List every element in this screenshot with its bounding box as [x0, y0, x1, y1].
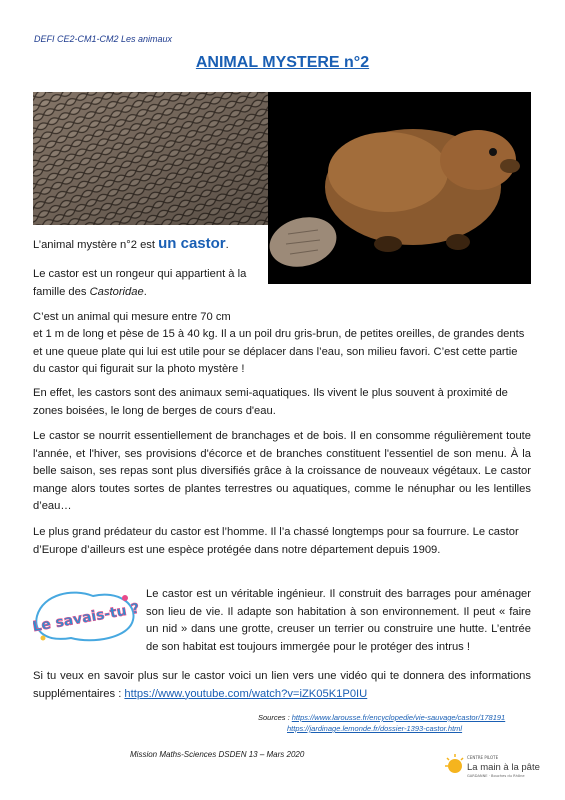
page-title: ANIMAL MYSTERE n°2: [195, 54, 370, 71]
diet-paragraph: Le castor se nourrit essentiellement de branchages et de bois. Il en consomme régulièrement toute l'année, et l'hiver, ses provisions d'écorce et de branches constituent l'essentiel de son menu. À la belle saison, ses repas sont plus diversifiés grâce à la croissance de nouveaux végétaux. Le castor mange alors toutes sortes de plantes terrestres ou aquatiques, comme le nénuphar ou les lentilles d’eau…: [33, 430, 531, 512]
beaver-photo: [268, 92, 531, 284]
engineer-paragraph: Le castor est un véritable ingénieur. Il construit des barrages pour aménager son lieu de vie. Il adapte son habitation à son environnement. Il peut « faire un nid » dans une grotte, creuser un terrier ou construire une hutte. L’entrée de son habitat est toujours immergée pour le protéger des intrus !: [146, 588, 531, 653]
size-paragraph: et 1 m de long et pèse de 15 à 40 kg. Il a un poil dru gris-brun, de petites oreilles, de grandes dents et une queue plate qui lui est utile pour se déplacer dans l’eau, son milieu favori. C’est cette partie du castor qui figurait sur la photo mystère !: [33, 328, 525, 375]
video-paragraph: Si tu veux en savoir plus sur le castor voici un lien vers une vidéo qui te donnera des informations supplémentaires : https://www.youtube.com/watch?v=iZK05K1P0IU: [33, 670, 531, 700]
svg-text:GARDANNE · Bouches du Rhône: GARDANNE · Bouches du Rhône: [467, 774, 525, 778]
svg-text:CENTRE PILOTE: CENTRE PILOTE: [467, 755, 499, 760]
source-link-larousse[interactable]: https://www.larousse.fr/encyclopedie/vie-sauvage/castor/178191: [291, 713, 506, 722]
la-main-a-la-pate-logo: [445, 752, 541, 786]
answer-text: un castor: [158, 235, 226, 252]
footer-credit: Mission Maths-Sciences DSDEN 13 – Mars 2020: [130, 750, 305, 759]
family-name: Castoridae: [89, 285, 144, 298]
did-you-know-badge: [33, 586, 139, 646]
svg-text:La main à la pâte: La main à la pâte: [467, 762, 540, 773]
intro-line: L’animal mystère n°2 est un castor.: [33, 235, 229, 252]
tail-texture-image: [33, 92, 269, 225]
predator-paragraph: Le plus grand prédateur du castor est l’homme. Il l’a chassé longtemps pour sa fourrure. Le castor d’Europe d’ailleurs est une espèce protégée dans notre département depuis 1909.: [33, 526, 519, 556]
source-link-lemonde[interactable]: https://jardinage.lemonde.fr/dossier-1393-castor.html: [287, 724, 463, 733]
family-paragraph: Le castor est un rongeur qui appartient à la famille des Castoridae.: [33, 268, 247, 298]
video-link[interactable]: https://www.youtube.com/watch?v=iZK05K1P0IU: [124, 687, 368, 700]
sources-block: Sources : https://www.larousse.fr/encyclopedie/vie-sauvage/castor/178191 https://jardinage.lemonde.fr/dossier-1393-castor.html: [258, 713, 506, 733]
size-line-1: C’est un animal qui mesure entre 70 cm: [33, 311, 231, 323]
series-label: DEFI CE2-CM1-CM2 Les animaux: [34, 34, 173, 44]
habitat-paragraph: En effet, les castors sont des animaux semi-aquatiques. Ils vivent le plus souvent à proximité de zones boisées, le long de berges de cours d'eau.: [33, 387, 508, 417]
badge-text: Le savais-tu ?: [33, 600, 139, 636]
